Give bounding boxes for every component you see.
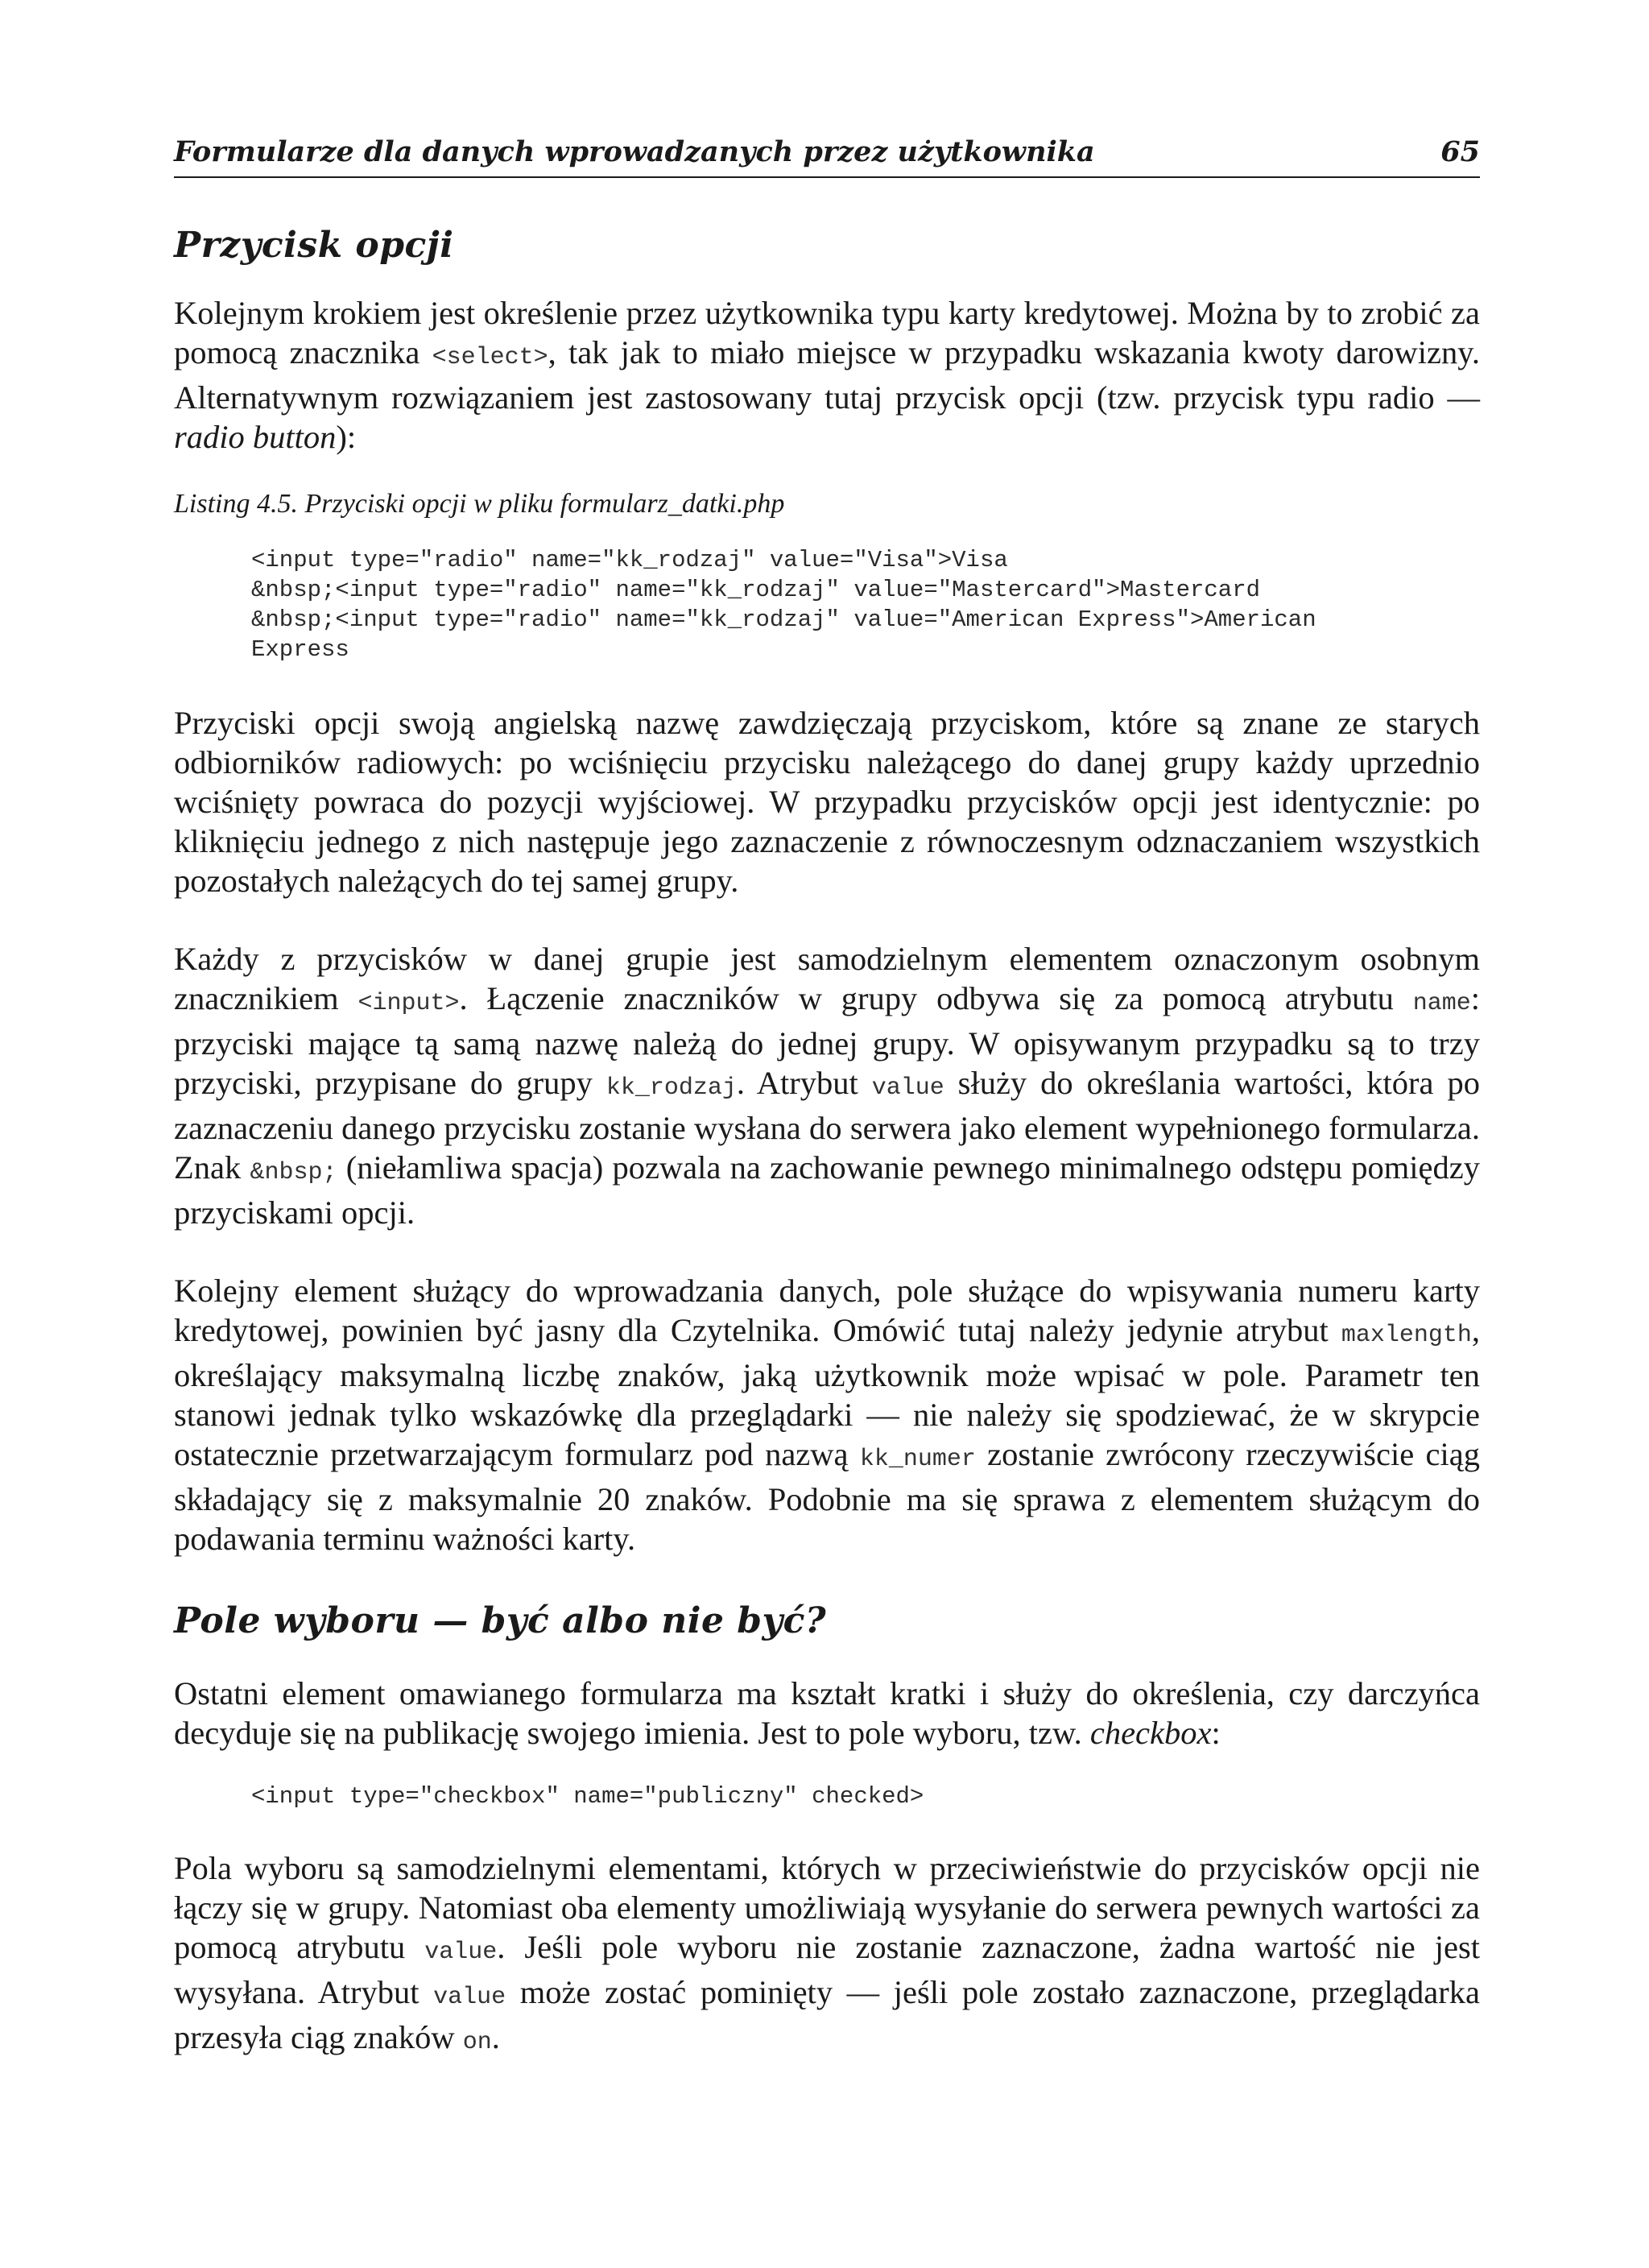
inline-code: value — [424, 1939, 498, 1966]
inline-code: value — [871, 1074, 944, 1102]
book-page — [174, 135, 1480, 2063]
code-line: &nbsp;<input type="radio" name="kk_rodzaj" value="Mastercard">Mastercard — [251, 577, 1261, 603]
code-line-checkbox: <input type="checkbox" name="publiczny" checked> — [251, 1783, 924, 1810]
text-run: (niełamliwa spacja) pozwala na zachowanie pewnego minimalnego odstępu pomiędzy przyciskami opcji. — [174, 1149, 1480, 1231]
page-number: 65 — [1440, 135, 1480, 168]
inline-code: maxlength — [1341, 1322, 1472, 1349]
text-run: służy do określania wartości, która po zaznaczeniu danego przycisku zostanie wysłana do serwera jako element wypełnionego formularza. Znak — [174, 1065, 1480, 1186]
code-line: <input type="radio" name="kk_rodzaj" value="Visa">Visa — [251, 547, 1008, 573]
text-run: Ostatni element omawianego formularza ma kształt kratki i służy do określenia, czy darczyńca decyduje się na publikację swojego imienia. Jest to pole wyboru, tzw. — [174, 1675, 1480, 1751]
text-run: Pola wyboru są samodzielnymi elementami, których w przeciwieństwie do przycisków opcji nie łączy się w grupy. Natomiast oba elementy umożliwiają wysyłanie do serwera pewnych wartości za pomocą atrybutu — [174, 1850, 1480, 1965]
text-run: , określający maksymalną liczbę znaków, jaką użytkownik może wpisać w pole. Parametr ten stanowi jednak tylko wskazówkę dla przeglądarki — nie należy się spodziewać, że w skrypcie ostatecznie przetwarzającym formularz pod nazwą — [174, 1312, 1480, 1472]
text-run: : — [1211, 1715, 1221, 1751]
text-run: Każdy z przycisków w danej grupie jest samodzielnym elementem oznaczonym osobnym znacznikiem — [174, 941, 1480, 1016]
running-header — [174, 135, 1480, 178]
text-run: : przyciski mające tą samą nazwę należą do jednej grupy. W opisywanym przypadku są to trzy przyciski, przypisane do grupy — [174, 980, 1480, 1101]
inline-code: name — [1412, 990, 1471, 1017]
text-run: może zostać pominięty — jeśli pole zostało zaznaczone, przeglądarka przesyła ciąg znaków — [174, 1974, 1480, 2055]
inline-code: <input> — [357, 990, 460, 1017]
text-run: zostanie zwrócony rzeczywiście ciąg składający się z maksymalnie 20 znaków. Podobnie ma się sprawa z elementem służącym do podawania terminu ważności karty. — [174, 1436, 1480, 1557]
text-run: Kolejny element służący do wprowadzania danych, pole służące do wpisywania numeru karty kredytowej, powinien być jasny dla Czytelnika. Omówić tutaj należy jedynie atrybut — [174, 1273, 1480, 1348]
inline-code: <select> — [432, 344, 548, 371]
listing-caption: Listing 4.5. Przyciski opcji w pliku formularz_datki.php — [174, 489, 785, 519]
section-heading-radio: Przycisk opcji — [174, 225, 454, 266]
code-line: &nbsp;<input type="radio" name="kk_rodzaj" value="American Express">American — [251, 606, 1316, 633]
paragraph-radio-explanation: Przyciski opcji swoją angielską nazwę zawdzięczają przyciskom, które są znane ze starych odbiorników radiowych: po wciśnięciu przycisku należącego do danej grupy każdy uprzednio wciśnięty powraca do pozycji wyjściowej. W przypadku przycisków opcji jest identycznie: po kliknięciu jednego z nich następuje jego zaznaczenie z równoczesnym odznaczaniem wszystkich pozostałych należących do tej samej grupy. — [174, 705, 1480, 899]
inline-code: value — [433, 1984, 506, 2011]
code-listing — [174, 545, 1480, 664]
running-title: Formularze dla danych wprowadzanych przez użytkownika — [174, 135, 1095, 168]
text-run: ): — [336, 419, 357, 455]
text-run: , tak jak to miało miejsce w przypadku wskazania kwoty darowizny. Alternatywnym rozwiązaniem jest zastosowany tutaj przycisk opcji (tzw. przycisk typu radio — — [174, 334, 1480, 416]
paragraph-intro — [174, 293, 1480, 457]
emphasis: checkbox — [1089, 1715, 1212, 1751]
text-run: . — [491, 2019, 500, 2055]
inline-code: kk_rodzaj — [605, 1074, 737, 1102]
text-run: . Atrybut — [736, 1065, 872, 1101]
text-run: Kolejnym krokiem jest określenie przez użytkownika typu karty kredytowej. Można by to zrobić za pomocą znacznika — [174, 295, 1480, 370]
code-line: Express — [251, 636, 349, 663]
text-run: . Łączenie znaczników w grupy odbywa się za pomocą atrybutu — [459, 980, 1413, 1016]
section-heading-checkbox: Pole wyboru — być albo nie być? — [174, 1600, 827, 1641]
emphasis: radio button — [174, 419, 337, 455]
paragraph-checkbox-explanation — [174, 1848, 1480, 2063]
inline-code: &nbsp; — [250, 1159, 337, 1186]
paragraph-checkbox-intro — [174, 1674, 1480, 1753]
text-run: . Jeśli pole wyboru nie zostanie zaznaczone, żadna wartość nie jest wysyłana. Atrybut — [174, 1929, 1480, 2010]
paragraph-grouping — [174, 939, 1480, 1232]
inline-code: on — [462, 2029, 492, 2056]
inline-code: kk_numer — [859, 1446, 976, 1473]
paragraph-maxlength — [174, 1271, 1480, 1558]
